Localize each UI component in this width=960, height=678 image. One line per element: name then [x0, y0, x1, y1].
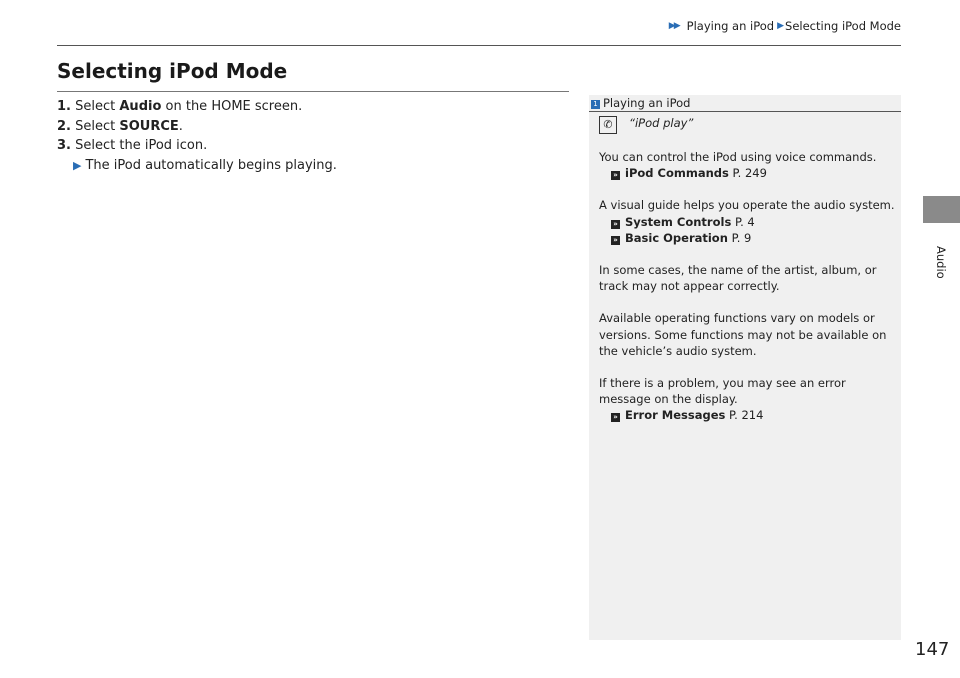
voice-command-row: [599, 115, 895, 149]
result-arrow-icon: ▶: [73, 158, 82, 172]
note-marker-icon: 1: [591, 100, 600, 109]
header-divider: [57, 45, 901, 46]
note-paragraph: A visual guide helps you operate the audio system.: [599, 198, 895, 213]
cross-reference-link[interactable]: » Basic Operation P. 9: [599, 230, 895, 246]
step-item: [57, 136, 337, 156]
step-item: [57, 117, 337, 137]
reference-arrow-icon: »: [611, 236, 620, 245]
note-paragraph: Available operating functions vary on models or versions. Some functions may not be available on the vehicle’s audio system.: [599, 311, 887, 358]
breadcrumb-arrow-icon: ▶▶: [668, 21, 679, 31]
page-title: Selecting iPod Mode: [57, 59, 288, 83]
sidebar-body: [599, 115, 895, 424]
step-text: Select the iPod icon.: [75, 138, 208, 153]
cross-reference-link[interactable]: » Error Messages P. 214: [599, 407, 895, 423]
sidebar-divider: [589, 111, 901, 112]
reference-arrow-icon: »: [611, 413, 620, 422]
cross-reference-link[interactable]: » iPod Commands P. 249: [599, 165, 895, 181]
result-text: The iPod automatically begins playing.: [85, 157, 337, 173]
reference-arrow-icon: »: [611, 171, 620, 180]
step-item: [57, 97, 337, 117]
voice-command-text: “iPod play”: [629, 116, 694, 130]
step-text: .: [178, 118, 183, 134]
step-key: Audio: [119, 99, 162, 114]
note-paragraph: You can control the iPod using voice commands.: [599, 150, 877, 164]
sidebar-heading: 1 Playing an iPod: [591, 96, 690, 110]
breadcrumb-arrow-icon: ▶: [777, 21, 783, 31]
note-paragraph: If there is a problem, you may see an error message on the display.: [599, 376, 846, 407]
step-key: SOURCE: [119, 118, 179, 134]
step-text: Select: [75, 118, 120, 134]
step-text: Select: [75, 99, 120, 114]
step-text: on the HOME screen.: [161, 99, 303, 114]
breadcrumb-parent[interactable]: Playing an iPod: [686, 19, 775, 33]
step-number: 3.: [57, 138, 71, 153]
step-number: 2.: [57, 118, 71, 134]
page-number: 147: [915, 639, 950, 660]
reference-arrow-icon: »: [611, 220, 620, 229]
cross-reference-link[interactable]: » System Controls P. 4: [599, 214, 895, 230]
notes-sidebar: [589, 95, 901, 640]
voice-talk-icon: ✆: [599, 116, 617, 134]
breadcrumb-current: Selecting iPod Mode: [785, 19, 901, 33]
step-list: [57, 97, 337, 175]
title-divider: [57, 91, 569, 92]
step-number: 1.: [57, 99, 71, 114]
breadcrumb: [669, 19, 901, 33]
section-label: Audio: [934, 246, 948, 279]
note-paragraph: In some cases, the name of the artist, album, or track may not appear correctly.: [599, 263, 877, 294]
section-tab: [923, 196, 960, 223]
step-result: [57, 156, 337, 176]
